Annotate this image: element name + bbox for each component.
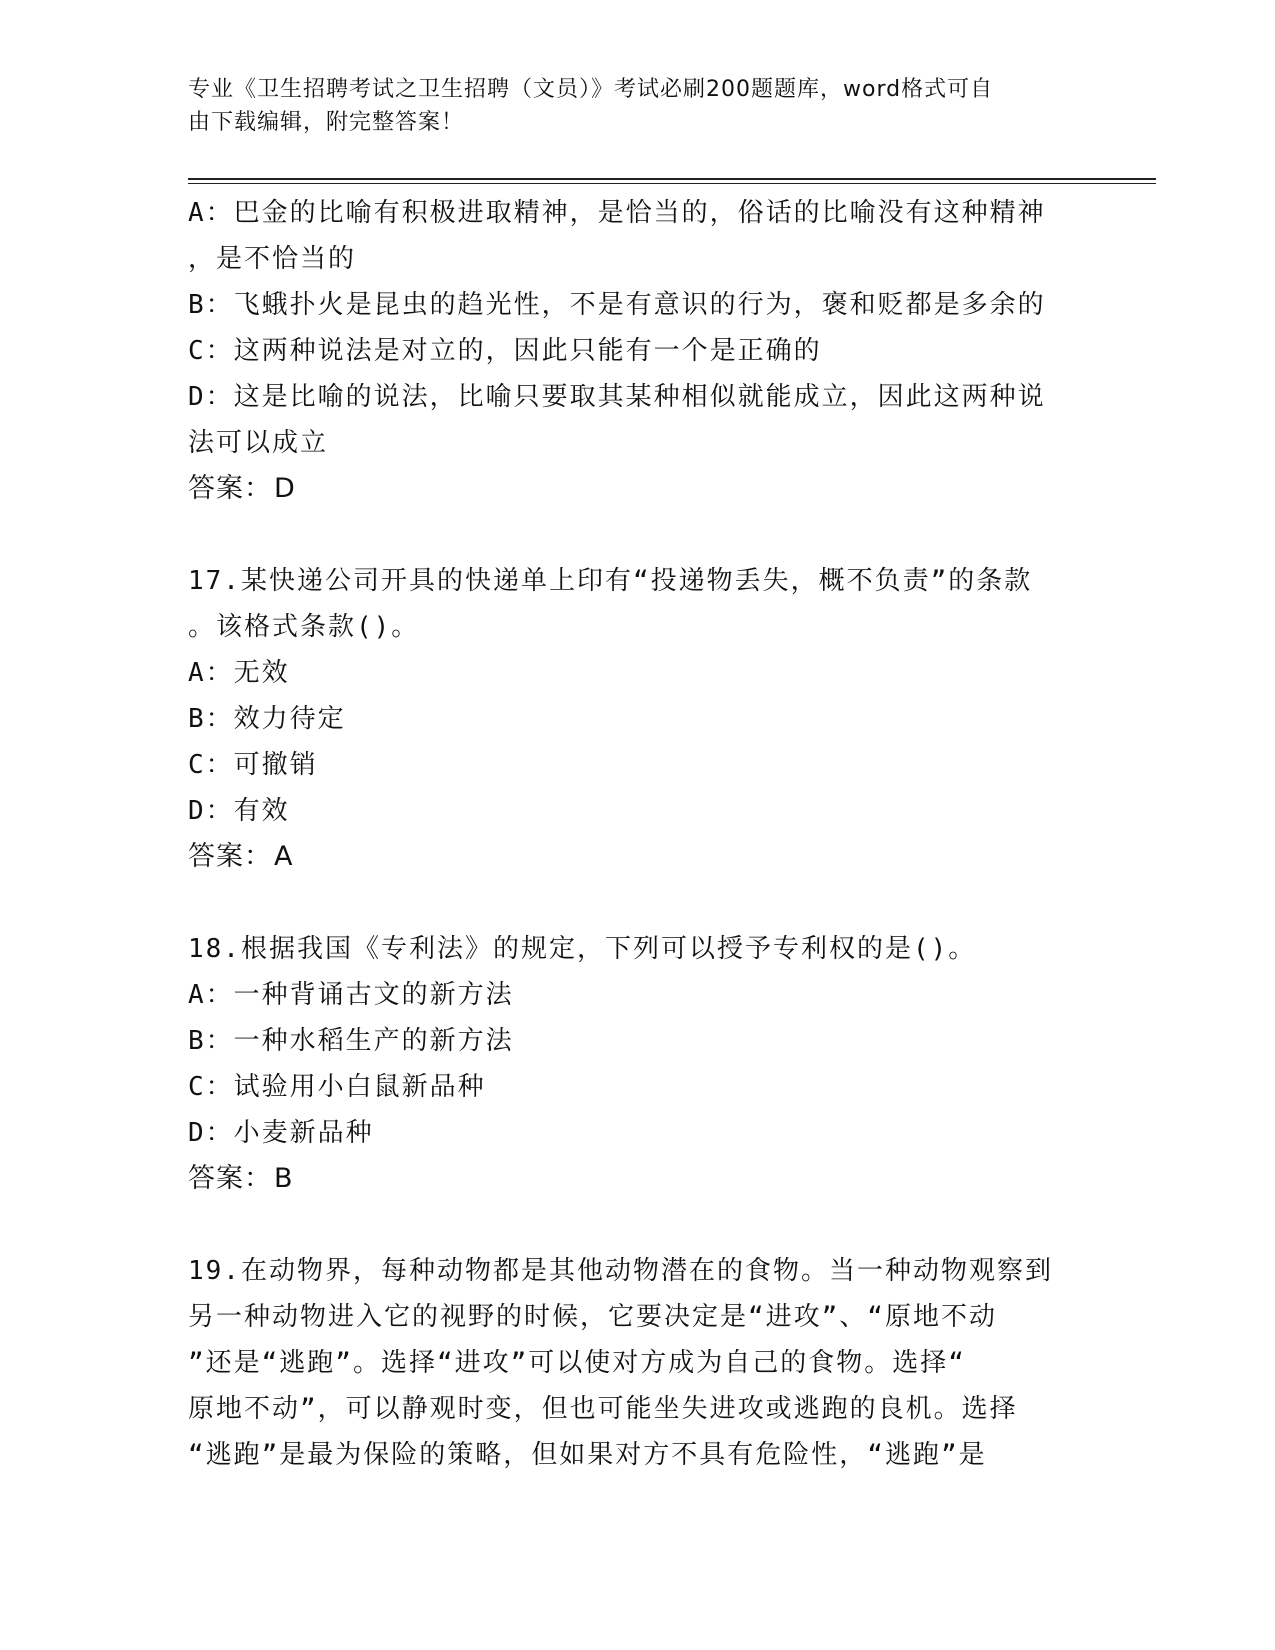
- header-rule-thick: [188, 178, 1156, 180]
- option-b: B：效力待定: [188, 704, 346, 734]
- answer-value: A: [274, 841, 294, 872]
- question-stem-line-1: 19.在动物界，每种动物都是其他动物潜在的食物。当一种动物观察到: [188, 1256, 1053, 1286]
- option-c: C：这两种说法是对立的，因此只能有一个是正确的: [188, 336, 822, 366]
- option-a: A：一种背诵古文的新方法: [188, 980, 514, 1010]
- document-body: [188, 190, 1078, 1478]
- answer-line: [188, 834, 1078, 880]
- question-16-options: [188, 190, 1078, 512]
- option-c: C：可撤销: [188, 750, 318, 780]
- option-d: D：有效: [188, 796, 290, 826]
- option-a-line-2: ，是不恰当的: [188, 244, 357, 274]
- question-stem-line-3: ”还是“逃跑”。选择“进攻”可以使对方成为自己的食物。选择“: [188, 1348, 966, 1378]
- option-b: B：飞蛾扑火是昆虫的趋光性，不是有意识的行为，褒和贬都是多余的: [188, 290, 1046, 320]
- option-d: D：小麦新品种: [188, 1118, 374, 1148]
- answer-value: B: [274, 1163, 294, 1194]
- spacer: [188, 880, 1078, 926]
- option-c: C：试验用小白鼠新品种: [188, 1072, 486, 1102]
- spacer: [188, 512, 1078, 558]
- header-line-2: 由下载编辑，附完整答案！: [188, 110, 465, 135]
- question-stem: 18.根据我国《专利法》的规定，下列可以授予专利权的是()。: [188, 934, 977, 964]
- answer-value: D: [274, 473, 296, 504]
- question-19: [188, 1248, 1078, 1478]
- option-a-line-1: A：巴金的比喻有积极进取精神，是恰当的，俗话的比喻没有这种精神: [188, 198, 1046, 228]
- answer-label: 答案：: [188, 1163, 272, 1194]
- question-stem-line-5: “逃跑”是最为保险的策略，但如果对方不具有危险性，“逃跑”是: [188, 1440, 987, 1470]
- option-b: B：一种水稻生产的新方法: [188, 1026, 514, 1056]
- header-rule-thin: [188, 183, 1156, 184]
- option-d-line-1: D：这是比喻的说法，比喻只要取其某种相似就能成立，因此这两种说: [188, 382, 1046, 412]
- answer-label: 答案：: [188, 841, 272, 872]
- question-stem-line-2: 。该格式条款()。: [188, 612, 420, 642]
- question-18: [188, 926, 1078, 1202]
- question-17: [188, 558, 1078, 880]
- answer-line: [188, 1156, 1078, 1202]
- answer-label: 答案：: [188, 473, 272, 504]
- question-stem-line-4: 原地不动”，可以静观时变，但也可能坐失进攻或逃跑的良机。选择: [188, 1394, 1018, 1424]
- spacer: [188, 1202, 1078, 1248]
- question-stem-line-1: 17.某快递公司开具的快递单上印有“投递物丢失，概不负责”的条款: [188, 566, 1033, 596]
- document-header: [188, 73, 1068, 139]
- option-d-line-2: 法可以成立: [188, 428, 329, 458]
- answer-line: [188, 466, 1078, 512]
- question-stem-line-2: 另一种动物进入它的视野的时候，它要决定是“进攻”、“原地不动: [188, 1302, 997, 1332]
- header-line-1: 专业《卫生招聘考试之卫生招聘（文员）》考试必刷200题题库，word格式可自: [188, 77, 994, 102]
- option-a: A：无效: [188, 658, 290, 688]
